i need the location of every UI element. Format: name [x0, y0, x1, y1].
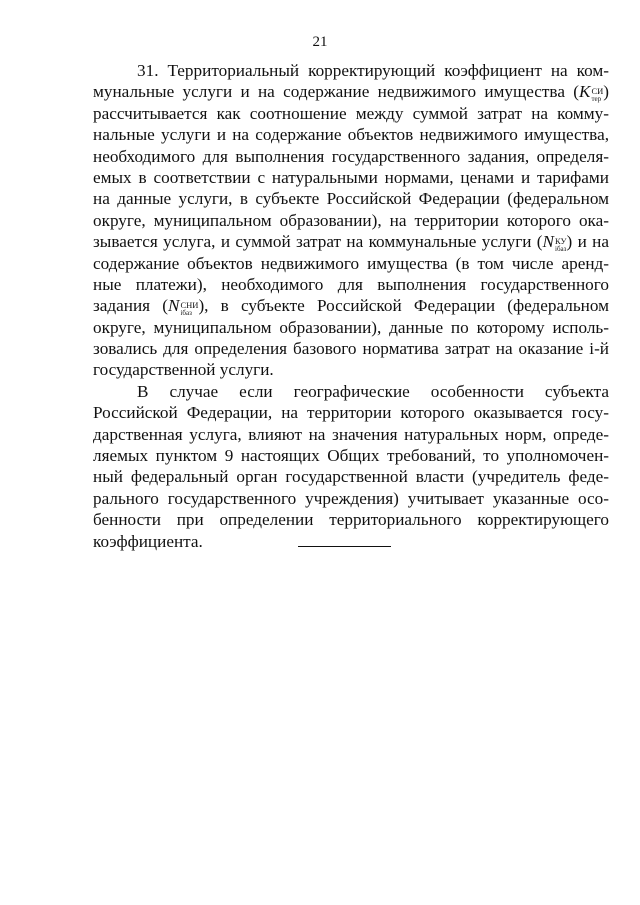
symbol-subscript: iбаз — [180, 309, 192, 318]
text-fragment: зывается услуга, и суммой затрат на коммунальные услуги ( — [93, 232, 543, 252]
paragraph-2 — [93, 381, 609, 552]
paragraph-2-line-2: Российской Федерации, на территории которого оказывается госу- — [93, 403, 609, 423]
symbol-subscript: тер — [591, 95, 602, 104]
paragraph-1-line-3: рассчитывается как соотношение между суммой затрат на комму- — [93, 103, 609, 123]
paragraph-2-line-1: В случае если географические особенности субъекта — [137, 381, 609, 401]
page-number: 21 — [312, 34, 328, 50]
text-fragment: задания ( — [93, 296, 169, 316]
text-fragment: ) — [603, 82, 609, 102]
paragraph-1-line-5: необходимого для выполнения государственного задания, определя- — [93, 146, 609, 166]
paragraph-1-line-10: содержание объектов недвижимого имущества (в том числе аренд- — [93, 253, 609, 273]
cost-symbol: N — [542, 232, 554, 252]
paragraph-1-line-15: государственной услуги. — [93, 360, 274, 380]
symbol-indices — [180, 301, 198, 317]
paragraph-2-line-6: рального государственного учреждения) учитывает указанные осо- — [93, 488, 609, 508]
symbol-indices — [555, 237, 567, 253]
body-text — [93, 60, 609, 552]
paragraph-1-line-9 — [93, 231, 609, 252]
paragraph-1-line-6: емых в соответствии с натуральными нормами, ценами и тарифами — [93, 167, 609, 187]
paragraph-1-line-11: ные платежи), необходимого для выполнения государственного — [93, 274, 609, 294]
cost-symbol: N — [168, 296, 180, 316]
text-fragment: ) и на — [566, 232, 609, 252]
paragraph-1-line-8: округе, муниципальном образовании), на территории которого ока- — [93, 210, 609, 230]
paragraph-1 — [93, 60, 609, 381]
paragraph-2-line-4: ляемых пунктом 9 настоящих Общих требований, то уполномочен- — [93, 446, 609, 466]
paragraph-1-line-12 — [93, 295, 609, 316]
paragraph-1-line-1: 31. Территориальный корректирующий коэффициент на ком- — [137, 61, 609, 80]
symbol-indices — [591, 87, 603, 103]
symbol-superscript: СНИ — [180, 300, 199, 311]
paragraph-2-line-7: бенности при определении территориального корректирующего — [93, 510, 609, 530]
text-fragment: ), в субъекте Российской Федерации (федеральном — [198, 296, 610, 316]
paragraph-1-line-14: зовались для определения базового норматива затрат на оказание i-й — [93, 339, 609, 359]
paragraph-1-line-13: округе, муниципальном образовании), данные по которому исполь- — [93, 317, 609, 337]
paragraph-1-line-4: нальные услуги и на содержание объектов недвижимого имущества, — [93, 125, 609, 145]
end-rule-divider — [298, 546, 391, 547]
paragraph-2-line-8: коэффициента. — [93, 531, 203, 551]
symbol-superscript: КУ — [555, 236, 567, 247]
symbol-superscript: СИ — [591, 86, 604, 97]
coefficient-symbol: K — [578, 82, 591, 102]
paragraph-2-line-5: ный федеральный орган государственной власти (учредитель феде- — [93, 467, 609, 487]
paragraph-1-line-2 — [93, 81, 609, 102]
paragraph-2-line-3: дарственная услуга, влияют на значения натуральных норм, опреде- — [93, 424, 609, 444]
symbol-subscript: iбаз — [555, 245, 567, 254]
text-fragment: мунальные услуги и на содержание недвижимого имущества ( — [93, 82, 579, 102]
paragraph-1-line-7: на данные услуги, в субъекте Российской Федерации (федеральном — [93, 189, 609, 209]
